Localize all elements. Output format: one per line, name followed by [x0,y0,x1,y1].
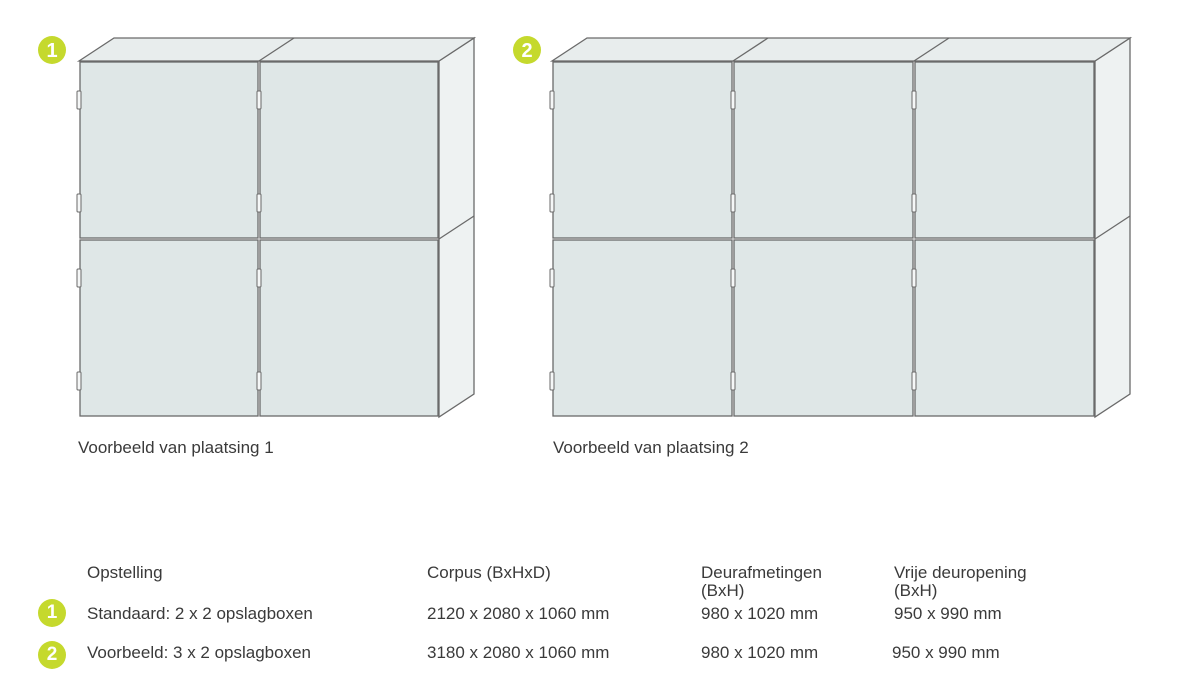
storage-box-door [260,62,438,238]
hinge [77,91,81,109]
row-1-badge: 1 [38,599,66,627]
storage-box-door [915,62,1094,238]
row-1-opening: 950 x 990 mm [894,604,1002,623]
svg-text:1: 1 [46,40,58,62]
hinge [550,372,554,390]
row-2-opening: 950 x 990 mm [892,643,1000,662]
badge-1 [38,36,66,64]
svg-text:2: 2 [521,40,533,62]
hinge [731,269,735,287]
row-2-badge: 2 [38,641,66,669]
row-2-setup: Voorbeeld: 3 x 2 opslagboxen [87,643,312,662]
hinge [77,372,81,390]
header-opening: Vrije deuropening (BxH) [894,563,1027,600]
hinge [912,91,916,109]
storage-box-door [80,240,258,416]
row-2-corpus: 3180 x 2080 x 1060 mm [427,643,610,662]
hinge [731,91,735,109]
box-top-panel [552,38,1130,61]
storage-box-door [80,62,258,238]
hinge [550,269,554,287]
row-1-corpus: 2120 x 2080 x 1060 mm [427,604,610,623]
storage-box-door [260,240,438,416]
hinge [912,372,916,390]
caption-layout-2: Voorbeeld van plaatsing 2 [553,438,749,457]
hinge [550,194,554,212]
hinge [550,91,554,109]
hinge [257,269,261,287]
storage-box-door [734,62,913,238]
hinge [731,372,735,390]
row-1-setup: Standaard: 2 x 2 opslagboxen [87,604,313,623]
storage-box-door [553,62,732,238]
caption-layout-1: Voorbeeld van plaatsing 1 [78,438,274,457]
hinge [257,372,261,390]
hinge [257,194,261,212]
hinge [731,194,735,212]
hinge [257,91,261,109]
badge-2 [513,36,541,64]
hinge [77,269,81,287]
row-1-door: 980 x 1020 mm [701,604,819,623]
header-setup: Opstelling [87,563,163,582]
header-corpus: Corpus (BxHxD) [427,563,551,582]
row-2-door: 980 x 1020 mm [701,643,819,662]
header-door: Deurafmetingen (BxH) [701,563,822,600]
layout-2-illustration [550,38,1130,417]
hinge [912,194,916,212]
storage-box-door [553,240,732,416]
storage-box-door [734,240,913,416]
hinge [77,194,81,212]
layout-1-illustration [77,38,474,417]
storage-box-door [915,240,1094,416]
hinge [912,269,916,287]
